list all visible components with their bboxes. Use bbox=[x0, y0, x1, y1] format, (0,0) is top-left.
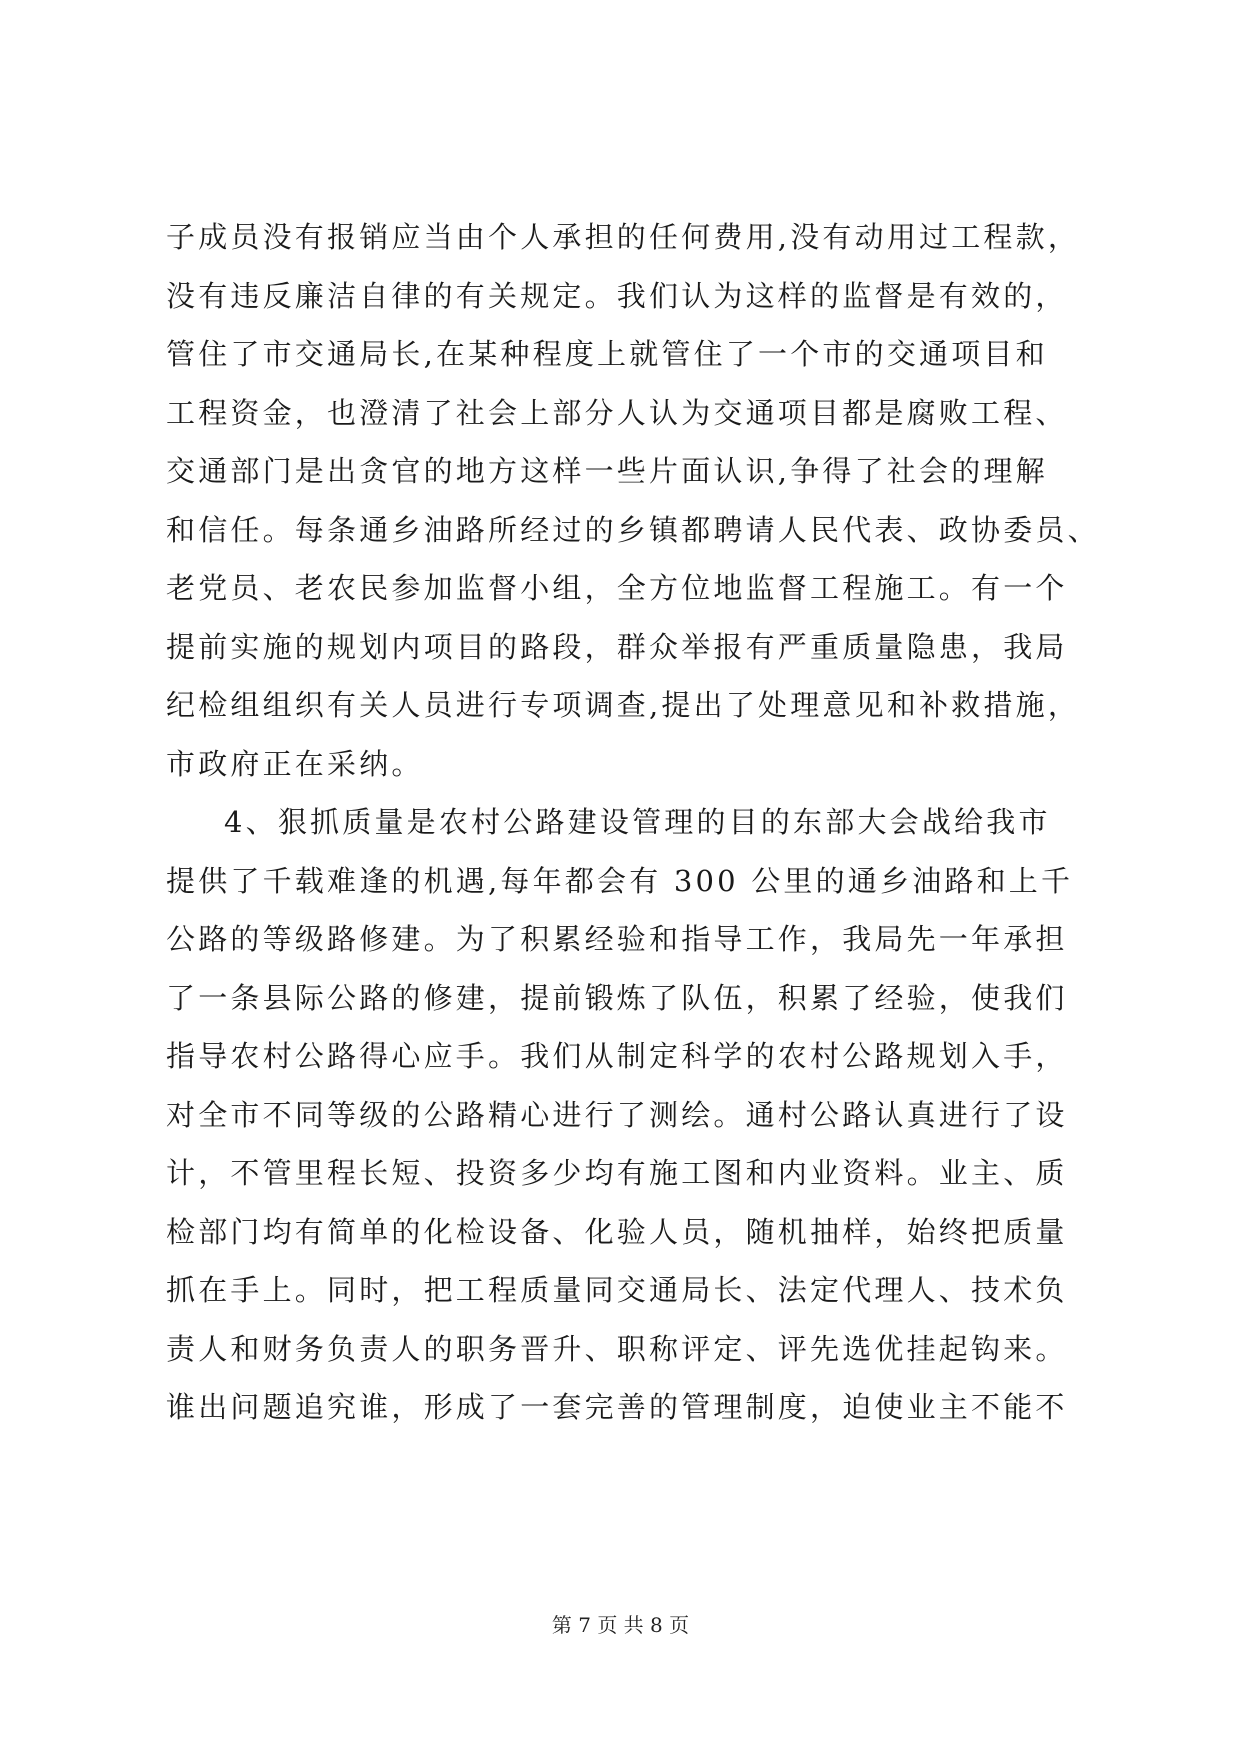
text-line: 没有违反廉洁自律的有关规定。我们认为这样的监督是有效的， bbox=[166, 278, 1068, 313]
text-line: 谁出问题追究谁，形成了一套完善的管理制度，迫使业主不能不 bbox=[166, 1390, 1068, 1424]
text-line: 和信任。每条通乡油路所经过的乡镇都聘请人民代表、政协委员、 bbox=[166, 512, 1100, 547]
text-line: 检部门均有简单的化检设备、化验人员，随机抽样，始终把质量 bbox=[166, 1214, 1068, 1249]
text-line: 抓在手上。同时，把工程质量同交通局长、法定代理人、技术负 bbox=[166, 1273, 1068, 1307]
text-line: 子成员没有报销应当由个人承担的任何费用,没有动用过工程款， bbox=[166, 220, 1081, 254]
text-line: 计，不管里程长短、投资多少均有施工图和内业资料。业主、质 bbox=[166, 1156, 1068, 1190]
text-line: 公路的等级路修建。为了积累经验和指导工作，我局先一年承担 bbox=[166, 922, 1068, 956]
text-line: 了一条县际公路的修建，提前锻炼了队伍，积累了经验，使我们 bbox=[166, 980, 1068, 1015]
text-line: 提前实施的规划内项目的路段，群众举报有严重质量隐患，我局 bbox=[166, 629, 1068, 664]
text-line: 老党员、老农民参加监督小组，全方位地监督工程施工。有一个 bbox=[166, 571, 1068, 605]
text-line: 责人和财务负责人的职务晋升、职称评定、评先选优挂起钩来。 bbox=[166, 1331, 1068, 1366]
text-line: 交通部门是出贪官的地方这样一些片面认识,争得了社会的理解 bbox=[166, 454, 1048, 488]
text-line: 工程资金，也澄清了社会上部分人认为交通项目都是腐败工程、 bbox=[166, 395, 1068, 430]
body-text bbox=[166, 208, 1100, 1437]
text-line: 提供了千载难逢的机遇,每年都会有 300 公里的通乡油路和上千 bbox=[166, 863, 1074, 898]
page-number-footer: 第 7 页 共 8 页 bbox=[551, 1613, 690, 1637]
text-line: 对全市不同等级的公路精心进行了测绘。通村公路认真进行了设 bbox=[166, 1097, 1068, 1132]
paragraph-start-line: 4、狠抓质量是农村公路建设管理的目的东部大会战给我市 bbox=[224, 805, 1051, 839]
text-line: 纪检组组织有关人员进行专项调查,提出了处理意见和补救措施， bbox=[166, 688, 1081, 722]
text-line: 指导农村公路得心应手。我们从制定科学的农村公路规划入手， bbox=[166, 1039, 1068, 1073]
text-line: 市政府正在采纳。 bbox=[166, 746, 424, 781]
text-line: 管住了市交通局长,在某种程度上就管住了一个市的交通项目和 bbox=[166, 337, 1048, 371]
